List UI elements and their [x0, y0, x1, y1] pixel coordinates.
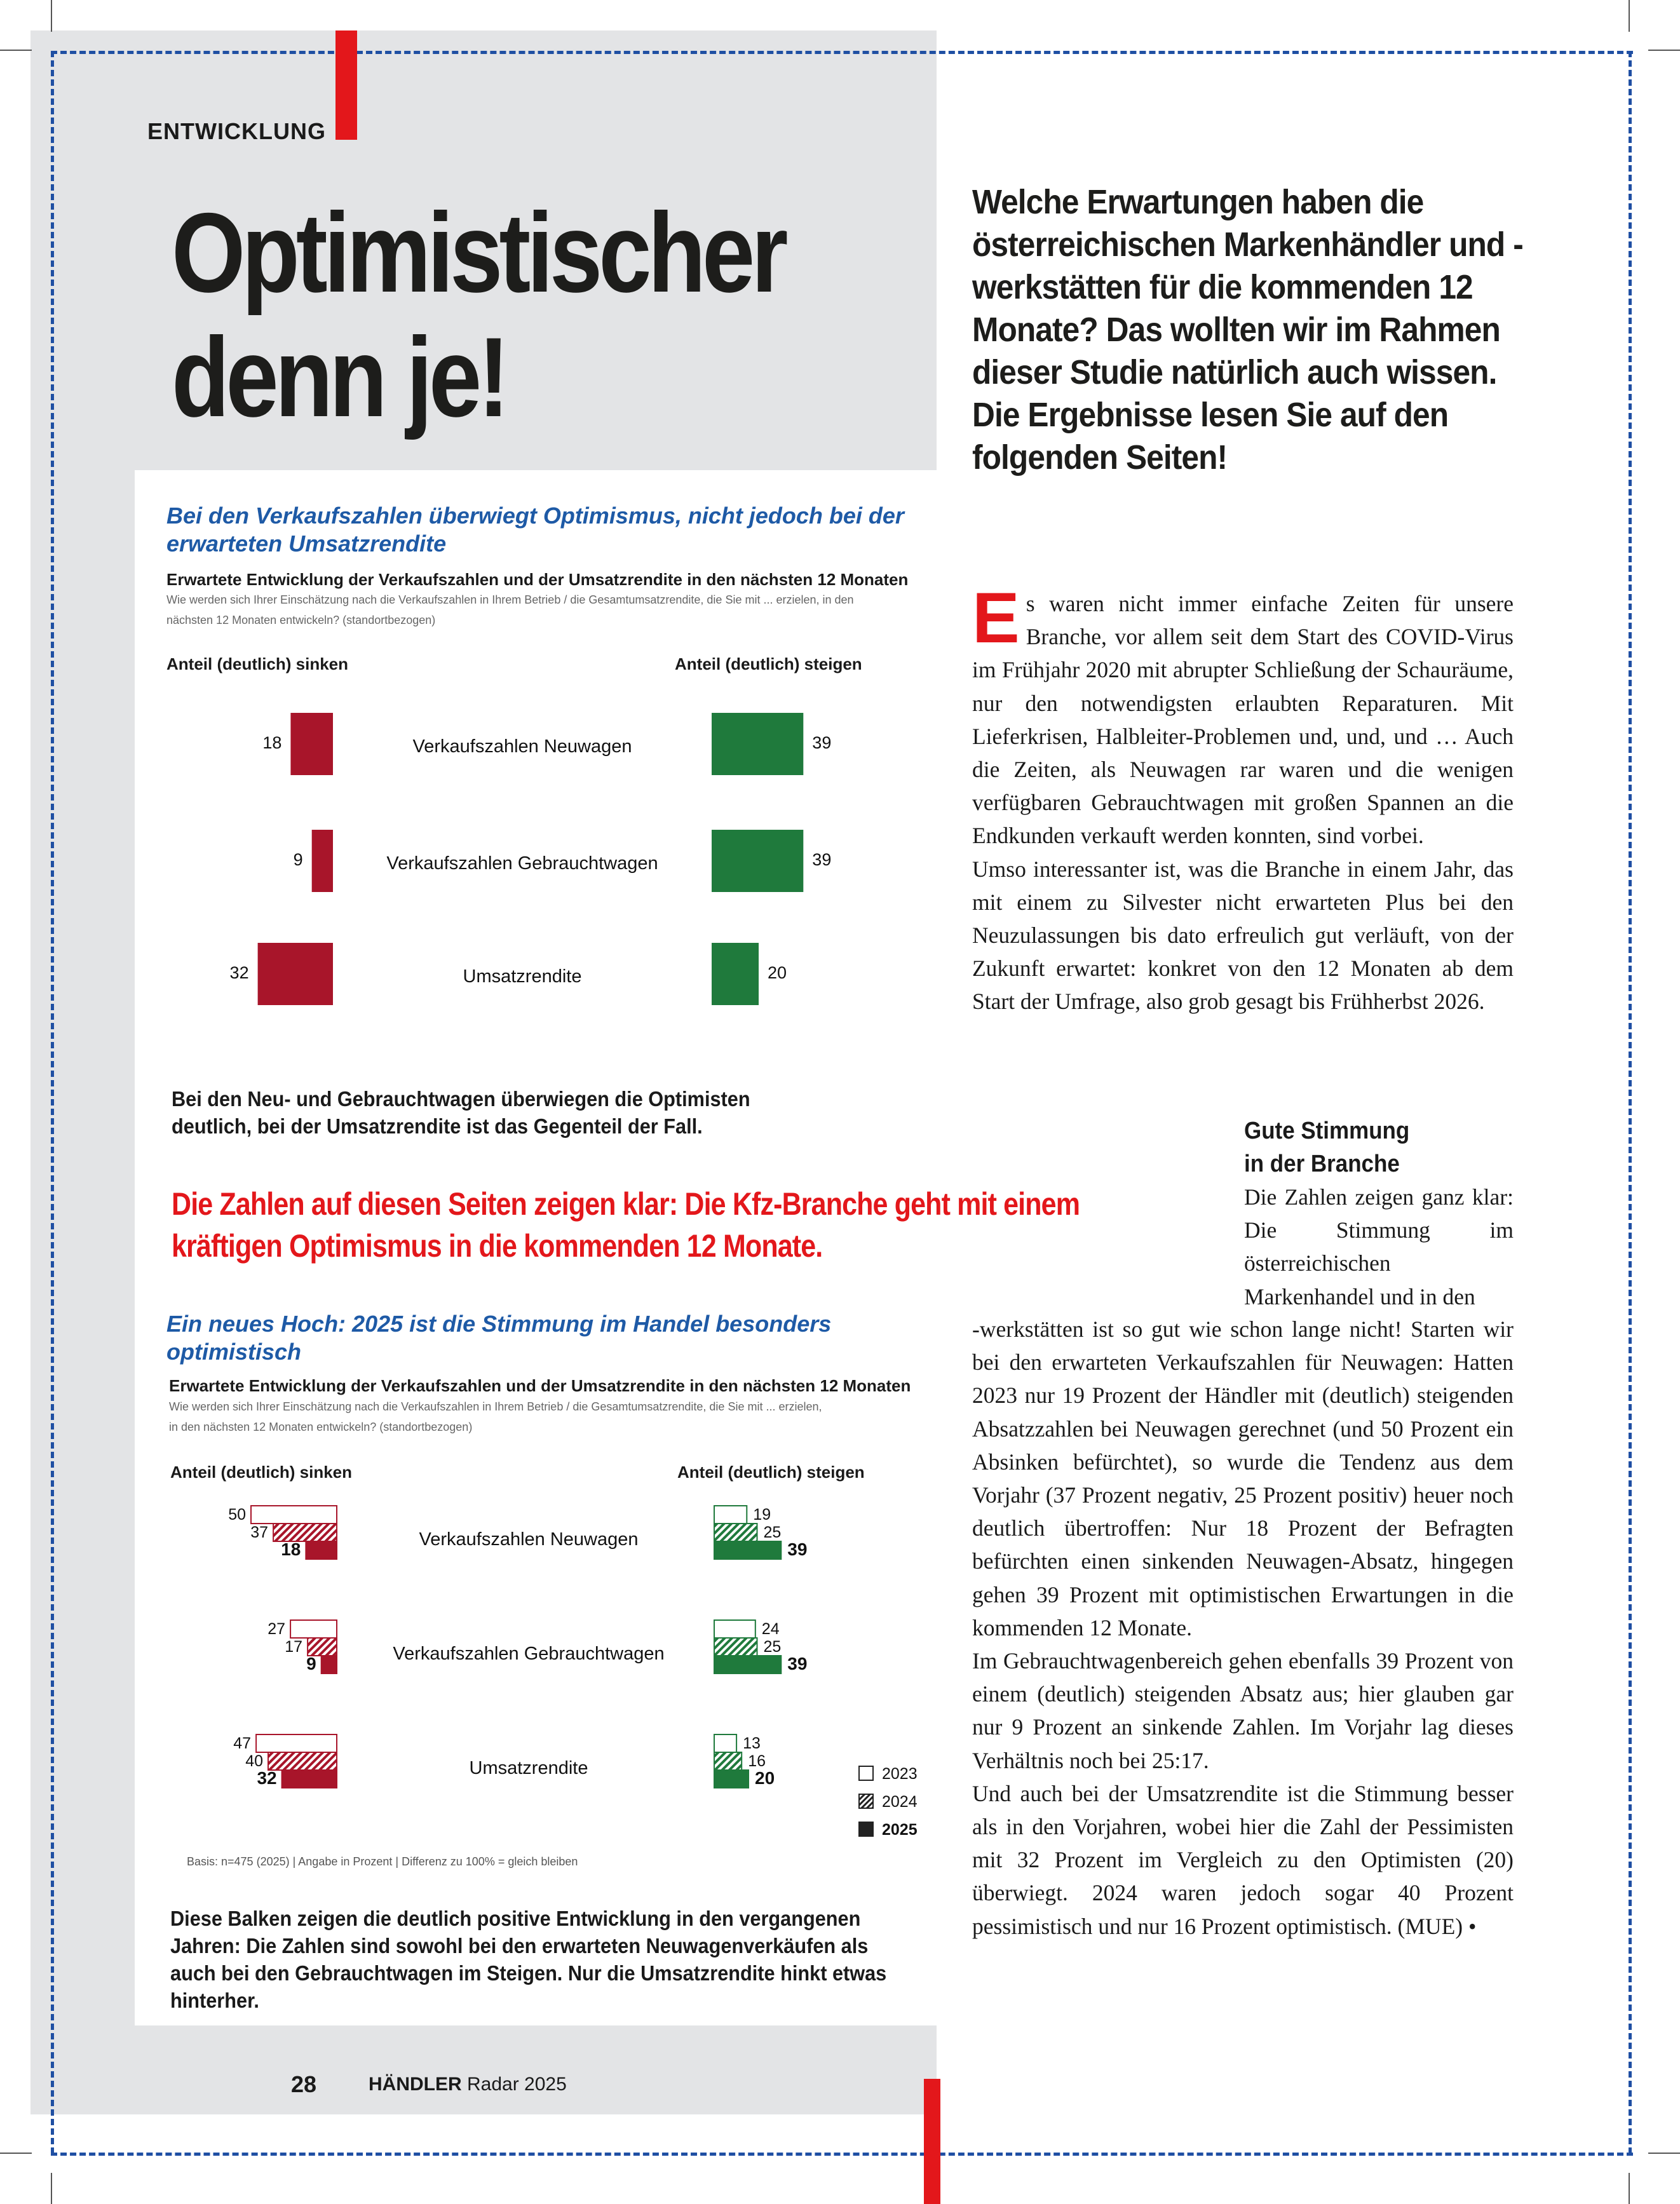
chart2-left-header: Anteil (deutlich) sinken [170, 1463, 353, 1482]
chart2-category-label: Verkaufszahlen Gebrauchtwagen [393, 1644, 665, 1664]
chart1-value-steigen: 20 [768, 963, 787, 982]
trim-line-right [1629, 51, 1632, 2154]
chart1-question-line2: nächsten 12 Monaten entwickeln? (standortbezogen) [166, 614, 436, 626]
chart1-title: Bei den Verkaufszahlen überwiegt Optimismus, nicht jedoch bei der erwarteten Umsatzrendite [166, 503, 904, 557]
chart2-value-steigen-2025: 39 [787, 1654, 808, 1673]
chart2-value-steigen-2025: 39 [787, 1539, 808, 1559]
footer-red-bar [924, 2079, 940, 2204]
crop-mark-br-v [1629, 2173, 1630, 2204]
chart2-question-line1: Wie werden sich Ihrer Einschätzung nach die Verkaufszahlen in Ihrem Betrieb / die Gesamtumsatzrendite, die Sie mit ... erzielen, [169, 1400, 822, 1413]
chart1-svg [135, 686, 937, 1029]
chart2-value-steigen-2023: 19 [753, 1506, 771, 1524]
crop-mark-bl-h [0, 2153, 32, 2154]
footer-publication [369, 2074, 567, 2095]
dropcap: E [972, 578, 1020, 658]
chart1-caption: Bei den Neu- und Gebrauchtwagen überwiegen die Optimisten deutlich, bei der Umsatzrendite ist das Gegenteil der Fall. [172, 1087, 750, 1138]
chart2-question [169, 1396, 931, 1437]
chart2-value-steigen-2025: 20 [755, 1768, 775, 1788]
chart2-value-sinken-2025: 32 [257, 1768, 277, 1788]
chart2-value-sinken-2025: 9 [306, 1654, 316, 1673]
chart2-bar-steigen-2025 [714, 1541, 781, 1559]
chart1-question [166, 590, 929, 630]
article-paragraph-3b: -werkstätten ist so gut wie schon lange nicht! Starten wir bei den erwarteten Verkaufszahlen für Neuwagen: Hatten 2023 nur 19 Prozent der Händler mit (deutlich) steigenden Absatzzahlen bei Neuwagen gerechnet (und 50 Prozent ein Absinken befürchtet), so wurde die Tendenz aus dem Vorjahr (37 Prozent negativ, 25 Prozent positiv) heuer noch deutlich übertroffen: Nur 18 Prozent der Befragten befürchten einen sinkenden Neuwagen-Absatz, hingegen gehen 39 Prozent mit optimistischen Erwartungen in die kommenden 12 Monate. [972, 1316, 1514, 1640]
chart2-category-label: Verkaufszahlen Neuwagen [419, 1529, 639, 1550]
chart2-bar-steigen-2024 [714, 1524, 757, 1541]
chart1-value-sinken: 32 [229, 963, 249, 982]
article-paragraph-2: Umso interessanter ist, was die Branche in einem Jahr, das mit einem zu Silvester nicht erwarteten Plus bei den Neuzulassungen bis dato erfreulich gut verläuft, von der Zukunft erwartet: konkret von den 12 Monaten ab dem Start der Umfrage, also grob gesagt bis Frühherbst 2026. [972, 856, 1514, 1015]
chart1-subtitle: Erwartete Entwicklung der Verkaufszahlen und der Umsatzrendite in den nächsten 12 Monaten [166, 570, 909, 589]
chart2-value-steigen-2024: 16 [748, 1752, 766, 1770]
crop-mark-tl-h [0, 50, 32, 51]
chart2-value-sinken-2024: 17 [285, 1638, 303, 1656]
headline-line-2: denn je! [172, 314, 506, 440]
chart2-value-sinken-2025: 18 [281, 1539, 301, 1559]
crop-mark-br-h [1648, 2153, 1680, 2154]
chart2-bar-steigen-2025 [714, 1656, 781, 1673]
subhead-line-1: Gute Stimmung [1244, 1118, 1410, 1144]
trim-line-bottom [51, 2153, 1633, 2156]
chart2-bar-sinken-2024 [273, 1524, 337, 1541]
chart1-bar-steigen [712, 943, 759, 1005]
trim-line-top [51, 51, 1633, 54]
chart2-bar-sinken-2025 [282, 1770, 337, 1788]
chart2-value-sinken-2024: 37 [250, 1524, 269, 1541]
article-paragraph-4: Im Gebrauchtwagenbereich gehen ebenfalls 39 Prozent von einem (deutlich) steigenden Absatz aus; hier glauben gar nur 9 Prozent an sinkende Zahlen. Im Vorjahr lag dieses Verhältnis noch bei 25:17. [972, 1648, 1514, 1773]
chart2-bar-sinken-2025 [322, 1656, 337, 1673]
crop-mark-tl-v [51, 0, 52, 32]
chart1-bar-sinken [290, 713, 333, 775]
chart2-bar-sinken-2023 [290, 1620, 337, 1638]
footer-brand: HÄNDLER [369, 2074, 462, 2095]
chart2-bar-steigen-2025 [714, 1770, 749, 1788]
chart2-bar-steigen-2024 [714, 1638, 757, 1656]
page-number: 28 [291, 2071, 317, 2097]
chart1-category-label: Verkaufszahlen Gebrauchtwagen [386, 853, 658, 874]
chart1-category-label: Verkaufszahlen Neuwagen [412, 736, 632, 757]
chart1-bar-sinken [312, 830, 333, 892]
chart1-bar-steigen [712, 830, 803, 892]
crop-mark-tr-h [1648, 50, 1680, 51]
chart2-legend-swatch-2023 [859, 1766, 873, 1780]
chart2-category-label: Umsatzrendite [469, 1758, 588, 1778]
chart2-subtitle: Erwartete Entwicklung der Verkaufszahlen und der Umsatzrendite in den nächsten 12 Monaten [169, 1376, 911, 1395]
chart2-legend-label-2024: 2024 [882, 1793, 918, 1811]
headline [172, 191, 785, 440]
article-p1-text: s waren nicht immer einfache Zeiten für unsere Branche, vor allem seit dem Start des COVID-Virus im Frühjahr 2020 mit abrupter Schließung der Schauräume, nur den notwendigsten erlaubten Reparaturen. Mit Lieferkrisen, Halbleiter-Problemen und, und, und … Auch die Zeiten, als Neuwagen rar waren und die wenigen verfügbaren Gebrauchtwagen mit großen Spannen an die Endkunden verkauft werden konnten, sind vorbei. [972, 591, 1514, 849]
chart1-left-header: Anteil (deutlich) sinken [166, 654, 349, 673]
article-column-bottom [972, 1313, 1514, 1943]
chart1-bar-steigen [712, 713, 803, 775]
intro-text: Welche Erwartungen haben die österreichischen Markenhändler und -werkstätten für die kommenden 12 Monate? Das wollten wir im Rahmen dieser Studie natürlich auch wissen. Die Ergebnisse lesen Sie auf den folgenden Seiten! [972, 183, 1523, 477]
chart2-value-steigen-2024: 25 [763, 1638, 782, 1656]
chart1-value-steigen: 39 [812, 850, 832, 869]
section-red-bar [335, 30, 357, 140]
chart2-legend-label-2023: 2023 [882, 1765, 918, 1783]
chart2-svg [135, 1493, 937, 1849]
chart2-bar-steigen-2023 [714, 1620, 755, 1638]
chart1-value-sinken: 18 [262, 733, 282, 752]
chart1-value-sinken: 9 [293, 850, 303, 869]
chart2-value-sinken-2024: 40 [245, 1752, 263, 1770]
chart2-value-steigen-2023: 24 [761, 1620, 780, 1638]
chart2-question-line2: in den nächsten 12 Monaten entwickeln? (standortbezogen) [169, 1421, 473, 1433]
headline-line-1: Optimistischer [172, 189, 785, 316]
article-p3-narrow: Die Zahlen zeigen ganz klar: Die Stimmung im österreichischen Markenhandel und in den [1244, 1184, 1514, 1309]
crop-mark-bl-v [51, 2173, 52, 2204]
article-paragraph-1 [972, 578, 1514, 853]
subhead [1244, 1114, 1478, 1180]
chart1-bar-sinken [258, 943, 333, 1005]
chart2-bar-sinken-2024 [308, 1638, 337, 1656]
chart2-value-sinken-2023: 47 [233, 1734, 252, 1752]
trim-line-left [51, 51, 54, 2154]
chart2-bar-steigen-2023 [714, 1506, 747, 1524]
article-paragraph-5: Und auch bei der Umsatzrendite ist die Stimmung besser als in den Vorjahren, wobei hier die Zahl der Pessimisten mit 32 Prozent im Vergleich zu den Optimisten (20) überwiegt. 2024 waren jedoch sogar 40 Prozent pessimistisch und nur 16 Prozent optimistisch. (MUE) • [972, 1780, 1514, 1939]
chart2-value-steigen-2024: 25 [763, 1524, 782, 1541]
chart2-basis: Basis: n=475 (2025) | Angabe in Prozent | Differenz zu 100% = gleich bleiben [187, 1855, 578, 1868]
article-column-top [972, 578, 1514, 1018]
chart2-right-header: Anteil (deutlich) steigen [677, 1463, 865, 1482]
chart2-value-sinken-2023: 27 [268, 1620, 286, 1638]
chart2-bar-steigen-2024 [714, 1752, 742, 1770]
callout-text: Die Zahlen auf diesen Seiten zeigen klar: Die Kfz-Branche geht mit einem kräftigen Optimismus in die kommenden 12 Monate. [172, 1186, 1080, 1264]
chart1-question-line1: Wie werden sich Ihrer Einschätzung nach die Verkaufszahlen in Ihrem Betrieb / die Gesamtumsatzrendite, die Sie mit ... erzielen, in den [166, 593, 854, 606]
chart2-value-sinken-2023: 50 [228, 1506, 246, 1524]
section-label: ENTWICKLUNG [147, 118, 326, 144]
chart2-value-steigen-2023: 13 [743, 1734, 761, 1752]
chart2-bar-sinken-2023 [251, 1506, 337, 1524]
chart2-title: Ein neues Hoch: 2025 ist die Stimmung im Handel besonders optimistisch [166, 1311, 832, 1365]
chart2-bar-sinken-2024 [268, 1752, 337, 1770]
chart2-legend-swatch-2025 [859, 1822, 873, 1836]
chart2-bar-sinken-2025 [306, 1541, 337, 1559]
crop-mark-tr-v [1629, 0, 1630, 32]
footer-rest: Radar 2025 [461, 2074, 567, 2095]
chart2-bar-steigen-2023 [714, 1734, 736, 1752]
chart1-right-header: Anteil (deutlich) steigen [675, 654, 862, 673]
subhead-line-2: in der Branche [1244, 1151, 1400, 1177]
chart1-value-steigen: 39 [812, 733, 832, 752]
chart2-legend-label-2025: 2025 [882, 1821, 918, 1839]
chart2-legend-swatch-2024 [859, 1794, 873, 1808]
chart1-category-label: Umsatzrendite [463, 966, 582, 987]
chart2-bar-sinken-2023 [256, 1734, 337, 1752]
chart2-caption: Diese Balken zeigen die deutlich positive Entwicklung in den vergangenen Jahren: Die Zahlen sind sowohl bei den erwarteten Neuwagenverkäufen als auch bei den Gebrauchtwagen im Steigen. Nur die Umsatzrendite hinkt etwas hinterher. [170, 1907, 887, 2012]
